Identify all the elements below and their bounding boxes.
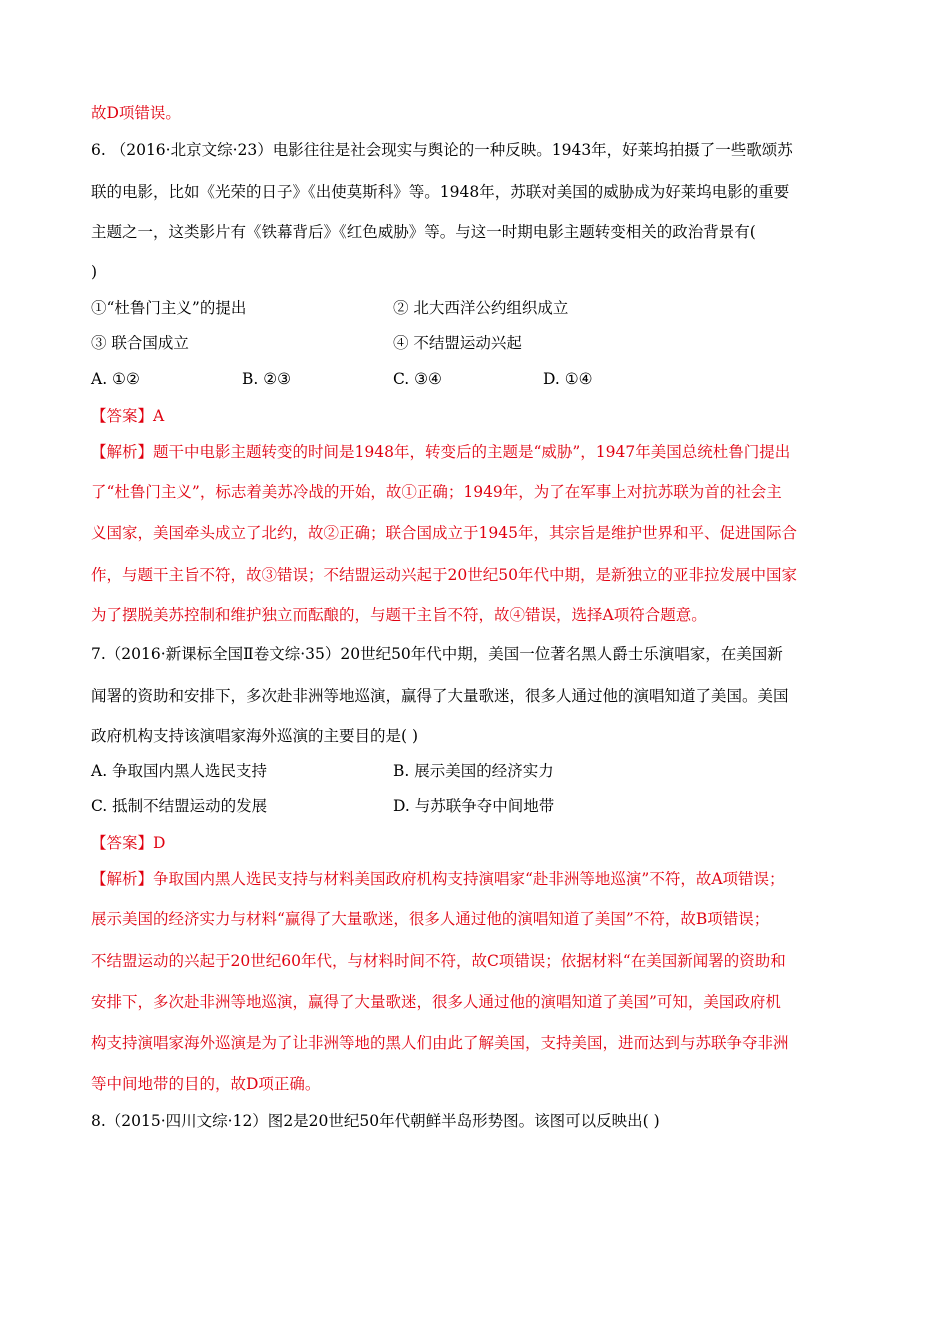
question-6-explanation: 义国家，美国牵头成立了北约，故②正确；联合国成立于1945年，其宗旨是维护世界和平、促进国际合 <box>91 524 797 542</box>
question-7-explanation: 等中间地带的目的，故D项正确。 <box>91 1075 321 1093</box>
question-6-item-2: ② 北大西洋公约组织成立 <box>393 299 569 317</box>
question-7-option-d: D. 与苏联争夺中间地带 <box>393 797 555 815</box>
question-6-stem: 主题之一，这类影片有《铁幕背后》《红色威胁》等。与这一时期电影主题转变相关的政治背景有( <box>91 223 756 241</box>
question-7-explanation: 不结盟运动的兴起于20世纪60年代，与材料时间不符，故C项错误；依据材料“在美国新闻署的资助和 <box>91 952 786 970</box>
question-7-stem: 政府机构支持该演唱家海外巡演的主要目的是( ) <box>91 727 419 745</box>
question-7-explanation: 展示美国的经济实力与材料“赢得了大量歌迷，很多人通过他的演唱知道了美国”不符，故B项错误； <box>91 910 770 928</box>
question-7-explanation: 【解析】争取国内黑人选民支持与材料美国政府机构支持演唱家“赴非洲等地巡演”不符，故A项错误； <box>91 870 785 888</box>
question-6-stem: ) <box>91 263 98 281</box>
question-6-option-a: A. ①② <box>91 370 140 388</box>
question-7-explanation: 安排下，多次赴非洲等地巡演，赢得了大量歌迷，很多人通过他的演唱知道了美国”可知，美国政府机 <box>91 993 781 1011</box>
question-6-item-3: ③ 联合国成立 <box>91 334 189 352</box>
question-6-explanation: 作，与题干主旨不符，故③错误；不结盟运动兴起于20世纪50年代中期，是新独立的亚非拉发展中国家 <box>91 566 797 584</box>
question-7-option-b: B. 展示美国的经济实力 <box>393 762 554 780</box>
prev-explanation-tail: 故D项错误。 <box>91 104 181 122</box>
question-6-stem: 联的电影，比如《光荣的日子》《出使莫斯科》等。1948年，苏联对美国的威胁成为好莱坞电影的重要 <box>91 183 790 201</box>
question-6-answer: 【答案】A <box>91 407 165 425</box>
question-6-explanation: 【解析】题干中电影主题转变的时间是1948年，转变后的主题是“威胁”，1947年美国总统杜鲁门提出 <box>91 443 791 461</box>
question-7-stem: 闻署的资助和安排下，多次赴非洲等地巡演，赢得了大量歌迷，很多人通过他的演唱知道了美国。美国 <box>91 687 789 705</box>
question-7-stem: 7.（2016·新课标全国Ⅱ卷文综·35）20世纪50年代中期，美国一位著名黑人爵士乐演唱家，在美国新 <box>91 645 783 663</box>
question-6-option-b: B. ②③ <box>242 370 292 388</box>
question-8-stem: 8.（2015·四川文综·12）图2是20世纪50年代朝鲜半岛形势图。该图可以反映出( ) <box>91 1112 660 1130</box>
question-6-stem: 6. （2016·北京文综·23）电影往往是社会现实与舆论的一种反映。1943年，好莱坞拍摄了一些歌颂苏 <box>91 141 793 159</box>
question-7-answer: 【答案】D <box>91 834 166 852</box>
question-6-explanation: 了“杜鲁门主义”，标志着美苏冷战的开始，故①正确；1949年，为了在军事上对抗苏联为首的社会主 <box>91 483 782 501</box>
question-6-option-c: C. ③④ <box>393 370 442 388</box>
question-6-item-1: ①“杜鲁门主义”的提出 <box>91 299 247 317</box>
question-6-explanation: 为了摆脱美苏控制和维护独立而酝酿的，与题干主旨不符，故④错误，选择A项符合题意。 <box>91 606 707 624</box>
question-6-item-4: ④ 不结盟运动兴起 <box>393 334 522 352</box>
question-7-option-a: A. 争取国内黑人选民支持 <box>91 762 268 780</box>
question-7-option-c: C. 抵制不结盟运动的发展 <box>91 797 268 815</box>
question-6-option-d: D. ①④ <box>543 370 593 388</box>
question-7-explanation: 构支持演唱家海外巡演是为了让非洲等地的黑人们由此了解美国，支持美国，进而达到与苏联争夺非洲 <box>91 1034 789 1052</box>
